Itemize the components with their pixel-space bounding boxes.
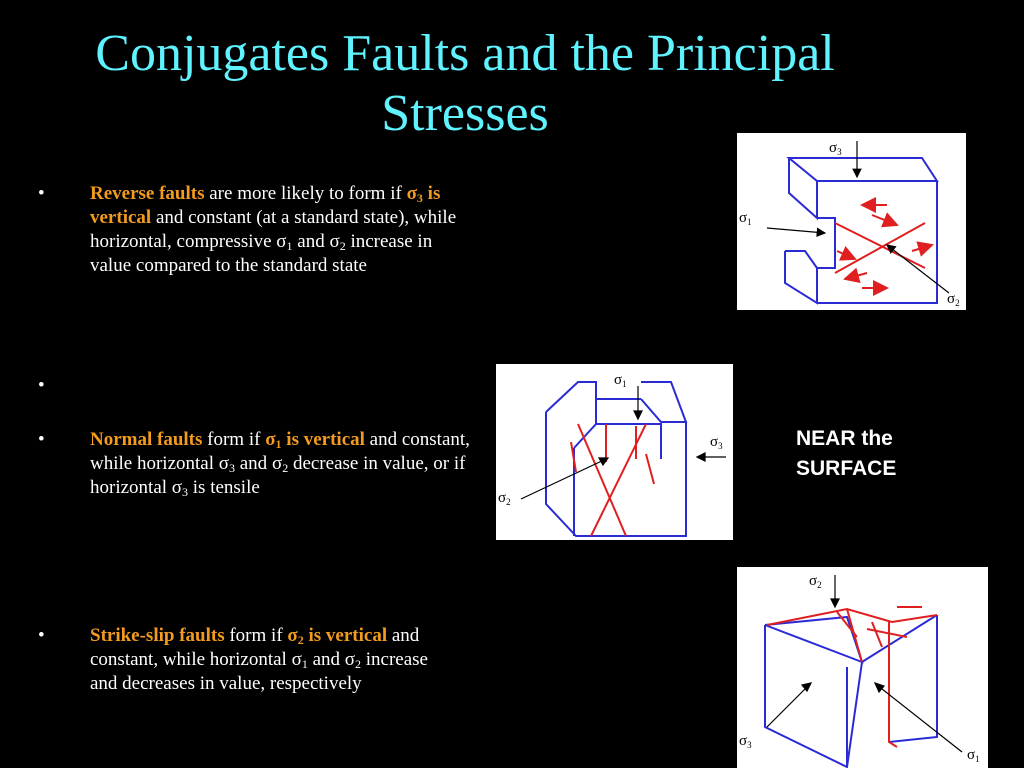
slide-title	[0, 24, 930, 144]
bullet-marker: •	[38, 625, 45, 646]
sigma-3-label: $\sigma_3$	[829, 140, 842, 157]
sigma-1-label: $\sigma_1$	[967, 747, 980, 764]
strike-slip-diagram	[737, 567, 988, 768]
reverse-fault-diagram	[737, 133, 966, 310]
bullet-text: Reverse faults are more likely to form if $\sigma_3$ is vertical and constant (at a standard state), while horizontal, compressive $\sigma_1$ and $\sigma_2$ increase in value compared to the standard state	[90, 183, 457, 276]
sigma-2-label: $\sigma_2$	[809, 573, 822, 590]
bullet-marker: •	[38, 375, 45, 396]
near-surface-label: NEAR the SURFACE	[796, 427, 897, 480]
title-line-1: Conjugates Faults and the Principal	[95, 25, 835, 82]
sigma-3-label: $\sigma_3$	[739, 733, 752, 750]
bullet-text: Strike-slip faults form if $\sigma_2$ is vertical and constant, while horizontal $\sigma_1$ and $\sigma_2$ increase and decreases in value, respectively	[90, 625, 428, 694]
sigma-2-label: $\sigma_2$	[947, 291, 960, 308]
title-line-2: Stresses	[381, 85, 549, 142]
sigma-3-label: $\sigma_3$	[710, 434, 723, 451]
bullet-text: Normal faults form if $\sigma_1$ is vertical and constant, while horizontal $\sigma_3$ and $\sigma_2$ decrease in value, or if horizontal $\sigma_3$ is tensile	[90, 429, 470, 499]
normal-fault-diagram	[496, 364, 733, 540]
bullet-marker: •	[38, 183, 45, 204]
sigma-2-label: $\sigma_2$	[498, 490, 511, 507]
sigma-1-label: $\sigma_1$	[739, 210, 752, 227]
bullet-marker: •	[38, 429, 45, 450]
sigma-1-label: $\sigma_1$	[614, 372, 627, 389]
